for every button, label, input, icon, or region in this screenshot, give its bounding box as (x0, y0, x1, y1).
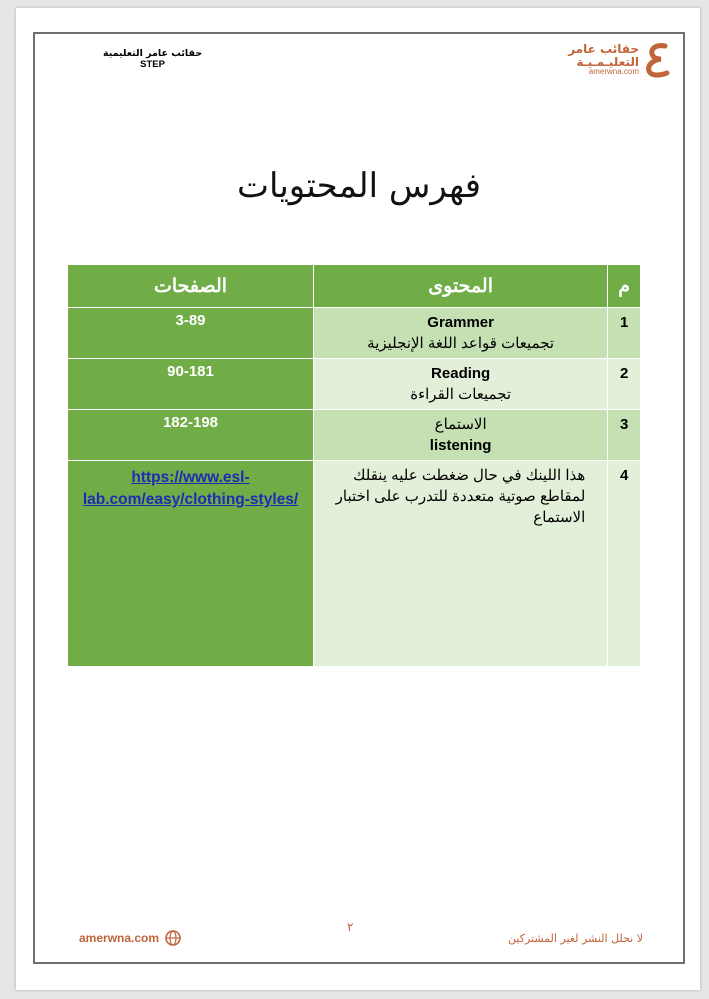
row-content (314, 410, 608, 461)
brand-logo (568, 42, 673, 78)
table-row (68, 461, 641, 667)
table-row (68, 410, 641, 461)
logo-line2: التعليـمـيـة (576, 54, 639, 69)
row-num: 3 (608, 410, 641, 461)
row-title: Reading (431, 365, 491, 382)
row-subtitle: تجميعات القراءة (410, 386, 512, 403)
header-num: م (608, 265, 641, 308)
row-content: هذا اللينك في حال ضغطت عليه ينقلك لمقاطع صوتية متعددة للتدرب على اختبار الاستماع (314, 461, 608, 667)
footer-brand (79, 930, 181, 946)
header-content: المحتوى (314, 265, 608, 308)
row-pages: 90-181 (68, 359, 314, 410)
page-border (33, 32, 685, 964)
row-pages: 182-198 (68, 410, 314, 461)
table-row (68, 308, 641, 359)
footer-url: amerwna.com (79, 931, 160, 945)
logo-url: amerwna.com (588, 67, 639, 77)
header-pages: الصفحات (68, 265, 314, 308)
letter-ain-logo-icon (643, 42, 673, 78)
page-number: ٢ (347, 920, 354, 934)
header-left (103, 48, 202, 70)
row-num: 4 (608, 461, 641, 667)
esl-lab-link[interactable]: https://www.esl-lab.com/easy/clothing-styles/ (82, 469, 299, 508)
row-num: 1 (608, 308, 641, 359)
document-page (16, 8, 700, 990)
table-row (68, 359, 641, 410)
row-pages: 3-89 (68, 308, 314, 359)
row-subtitle: listening (429, 437, 492, 454)
footer-notice: لا نحلل النشر لغير المشتركين (508, 932, 643, 945)
row-title: الاستماع (434, 416, 487, 433)
globe-icon (165, 930, 181, 946)
table-header-row (68, 265, 641, 308)
contents-table (67, 264, 641, 667)
header-left-line2: STEP (140, 59, 165, 70)
row-subtitle: تجميعات قواعد اللغة الإنجليزية (367, 335, 555, 352)
row-content (314, 308, 608, 359)
page-title: فهرس المحتويات (236, 166, 482, 206)
header-left-line1: حقائب عامر التعليمية (103, 48, 203, 59)
row-content (314, 359, 608, 410)
row-link-cell (68, 461, 314, 667)
logo-line1: حقائب عامر (568, 42, 639, 57)
row-title: Grammer (427, 314, 494, 331)
row-num: 2 (608, 359, 641, 410)
